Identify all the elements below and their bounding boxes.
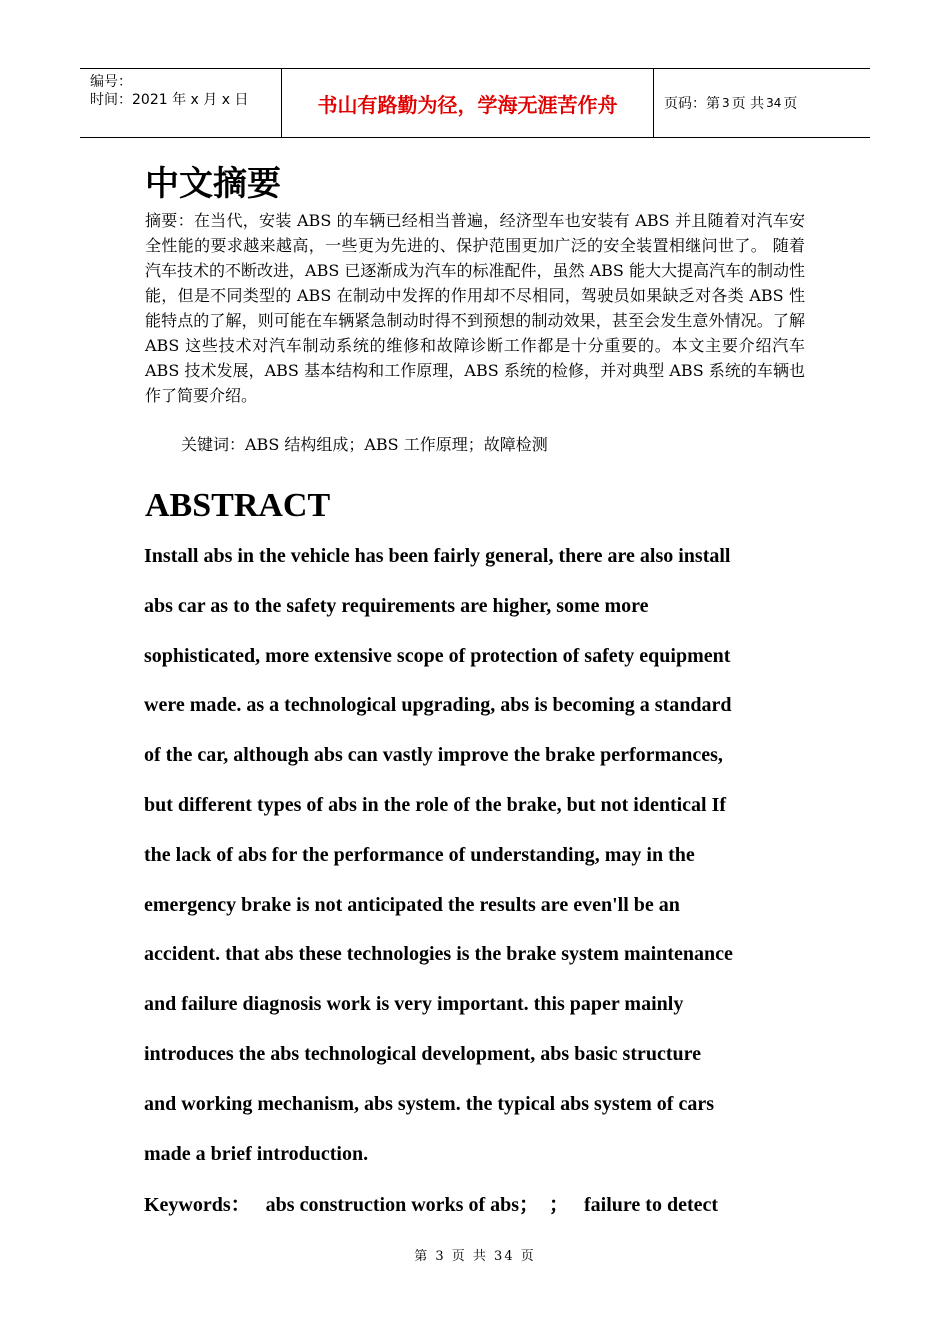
abstract-line: and failure diagnosis work is very important. this paper mainly — [144, 993, 684, 1016]
page-footer: 第 3 页 共 34 页 — [414, 1249, 536, 1264]
page-suffix: 页 — [783, 96, 798, 112]
chinese-abstract-body: 摘要：在当代，安装 ABS 的车辆已经相当普遍，经济型车也安装有 ABS 并且随着对汽车安全性能的要求越来越高，一些更为先进的、保护范围更加广泛的安全装置相继问世了。 随着汽车技术的不断改进，ABS 已逐渐成为汽车的标准配件，虽然 ABS 能大大提高汽车的制动性能，但是不同类型的 ABS 在制动中发挥的作用却不尽相同，驾驶员如果缺乏对各类 ABS 性能特点的了解，则可能在车辆紧急制动时得不到预想的制动效果，甚至会发生意外情况。了解 ABS 这些技术对汽车制动系统的维修和故障诊断工作都是十分重要的。本文主要介绍汽车 ABS 技术发展，ABS 基本结构和工作原理，ABS 系统的检修，并对典型 ABS 系统的车辆也作了简要介绍。 — [145, 211, 805, 405]
abstract-line: made a brief introduction. — [144, 1142, 369, 1165]
page-header — [80, 68, 870, 138]
english-keywords: Keywords： abs construction works of abs； ； failure to detect — [144, 1194, 719, 1216]
abstract-line: Install abs in the vehicle has been fairly general, there are also install — [144, 545, 731, 567]
page-current: 3 — [722, 96, 730, 110]
english-abstract-body — [144, 532, 804, 1179]
abstract-line: of the car, although abs can vastly improve the brake performances, — [144, 744, 723, 767]
abstract-line: and working mechanism, abs system. the typical abs system of cars — [144, 1092, 714, 1115]
page-total: 34 — [766, 96, 782, 110]
chinese-abstract-title: 中文摘要 — [145, 164, 281, 204]
header-meta — [80, 69, 282, 137]
page-prefix: 页码：第 — [664, 96, 720, 112]
chinese-keywords: 关键词：ABS 结构组成；ABS 工作原理；故障检测 — [181, 435, 548, 454]
page-mid: 页 共 — [731, 96, 765, 112]
abstract-line: accident. that abs these technologies is the brake system maintenance — [144, 943, 733, 966]
english-abstract-title: ABSTRACT — [145, 487, 331, 524]
abstract-line: abs car as to the safety requirements are higher, some more — [144, 594, 649, 617]
document-date: 时间：2021 年 x 月 x 日 — [90, 92, 249, 108]
abstract-line: the lack of abs for the performance of understanding, may in the — [144, 843, 695, 866]
abstract-line: introduces the abs technological development, abs basic structure — [144, 1042, 702, 1065]
header-page-info — [654, 69, 870, 137]
header-motto-cell — [282, 69, 654, 137]
header-motto: 书山有路勤为径，学海无涯苦作舟 — [317, 92, 618, 117]
abstract-line: but different types of abs in the role of the brake, but not identical If — [144, 793, 727, 816]
abstract-line: emergency brake is not anticipated the results are even'll be an — [144, 893, 680, 916]
document-number-label: 编号： — [90, 74, 132, 90]
abstract-line: were made. as a technological upgrading, abs is becoming a standard — [144, 694, 732, 717]
abstract-line: sophisticated, more extensive scope of protection of safety equipment — [144, 644, 731, 667]
